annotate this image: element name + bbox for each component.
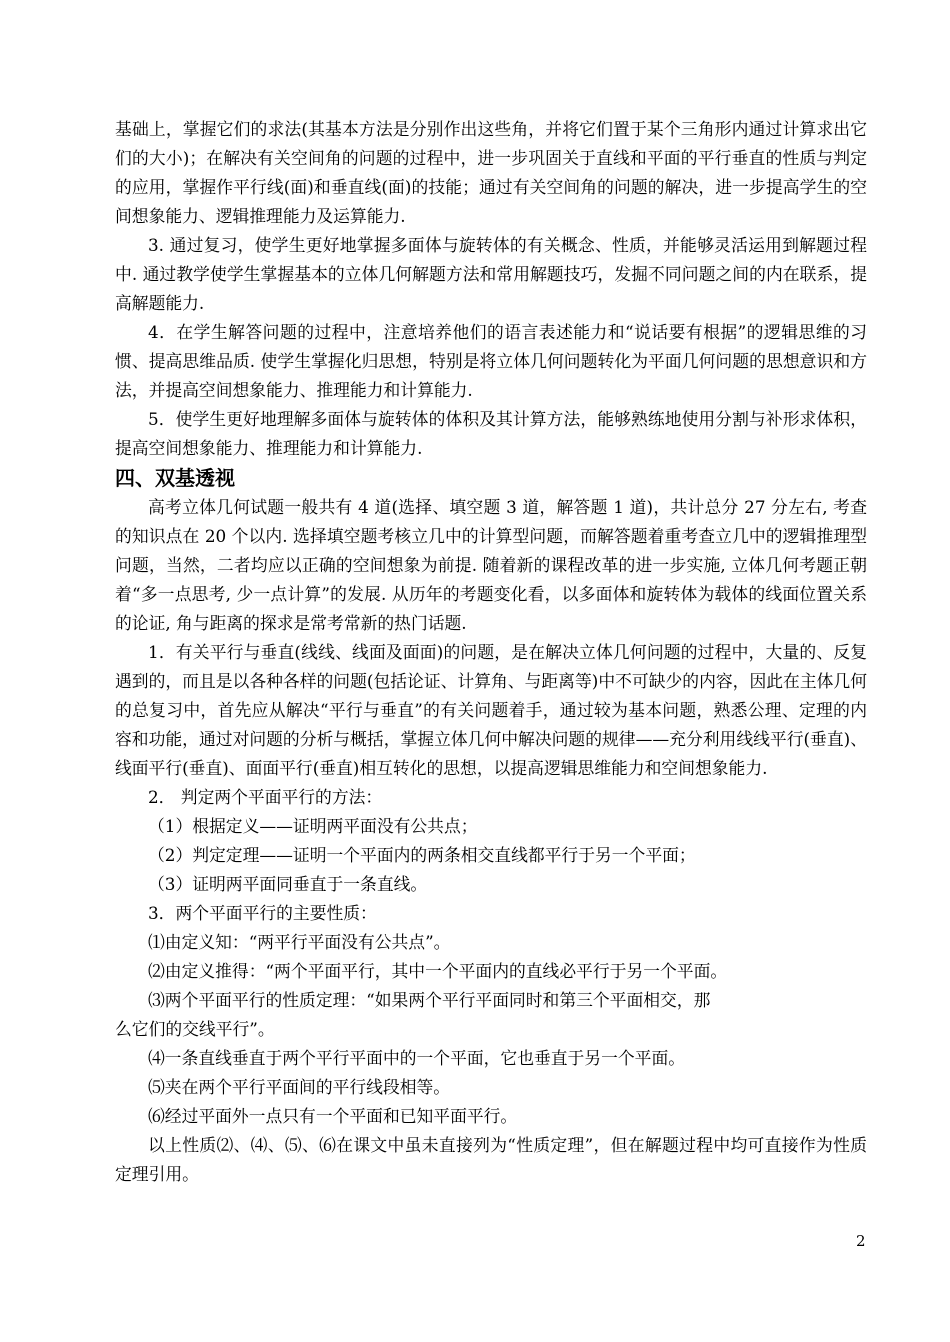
paragraph-point-1: 1．有关平行与垂直(线线、线面及面面)的问题，是在解决立体几何问题的过程中，大量的、反复遇到的，而且是以各种各样的问题(包括论证、计算角、与距离等)中不可缺少的内容，因此在主体几何的总复习中，首先应从解决“平行与垂直”的有关问题着手，通过较为基本问题，熟悉公理、定理的内容和功能，通过对问题的分析与概括，掌握立体几何中解决问题的规律——充分利用线线平行(垂直)、线面平行(垂直)、面面平行(垂直)相互转化的思想，以提高逻辑思维能力和空间想象能力. xyxy=(115,642,867,778)
property-3-line-2: 么它们的交线平行”。 xyxy=(115,1019,275,1039)
page-number: 2 xyxy=(856,1232,866,1250)
paragraph-goal-4: 4．在学生解答问题的过程中，注意培养他们的语言表述能力和“说话要有根据”的逻辑思维的习惯、提高思维品质. 使学生掌握化归思想，特别是将立体几何问题转化为平面几何问题的思想意识和方法，并提高空间想象能力、推理能力和计算能力. xyxy=(115,322,868,400)
list-line: ⑴由定义知：“两平行平面没有公共点”。 xyxy=(148,932,451,952)
list-line: 3．两个平面平行的主要性质： xyxy=(148,903,377,923)
list-line: ⑵由定义推得：“两个平面平行，其中一个平面内的直线必平行于另一个平面。 xyxy=(148,961,728,981)
page-body xyxy=(115,115,867,1189)
paragraph-closing: 以上性质⑵、⑷、⑸、⑹在课文中虽未直接列为“性质定理”，但在解题过程中均可直接作为性质定理引用。 xyxy=(115,1135,867,1184)
paragraph-goal-5: 5．使学生更好地理解多面体与旋转体的体积及其计算方法，能够熟练地使用分割与补形求体积，提高空间想象能力、推理能力和计算能力. xyxy=(115,409,867,458)
list-line: ⑷一条直线垂直于两个平行平面中的一个平面，它也垂直于另一个平面。 xyxy=(148,1048,686,1068)
list-line: （1）根据定义——证明两平面没有公共点； xyxy=(148,816,478,836)
list-line: （2）判定定理——证明一个平面内的两条相交直线都平行于另一个平面； xyxy=(148,845,696,865)
paragraph-goal-3: 3. 通过复习，使学生更好地掌握多面体与旋转体的有关概念、性质，并能够灵活运用到解题过程中. 通过教学使学生掌握基本的立体几何解题方法和常用解题技巧，发掘不同问题之间的内在联系，提高解题能力. xyxy=(115,235,867,313)
list-line: （3）证明两平面同垂直于一条直线。 xyxy=(148,874,428,894)
list-line: ⑸夹在两个平行平面间的平行线段相等。 xyxy=(148,1077,451,1097)
list-line: ⑹经过平面外一点只有一个平面和已知平面平行。 xyxy=(148,1106,518,1126)
paragraph-intro: 高考立体几何试题一般共有 4 道(选择、填空题 3 道，解答题 1 道)，共计总分 27 分左右, 考查的知识点在 20 个以内. 选择填空题考核立几中的计算型问题，而解答题着重考查立几中的逻辑推理型问题，当然，二者均应以正确的空间想象为前提. 随着新的课程改革的进一步实施, 立体几何考题正朝着“多一点思考, 少一点计算”的发展. 从历年的考题变化看，以多面体和旋转体为载体的线面位置关系的论证, 角与距离的探求是常考常新的热门话题. xyxy=(115,497,867,633)
property-3-line-1: ⑶两个平面平行的性质定理：“如果两个平行平面同时和第三个平面相交，那 xyxy=(148,990,711,1010)
list-line: 2． 判定两个平面平行的方法： xyxy=(148,787,383,807)
section-heading: 四、双基透视 xyxy=(115,466,235,490)
paragraph-goals-continued: 基础上，掌握它们的求法(其基本方法是分别作出这些角，并将它们置于某个三角形内通过计算求出它们的大小)；在解决有关空间角的问题的过程中，进一步巩固关于直线和平面的平行垂直的性质与判定的应用，掌握作平行线(面)和垂直线(面)的技能；通过有关空间角的问题的解决，进一步提高学生的空间想象能力、逻辑推理能力及运算能力. xyxy=(115,119,867,226)
